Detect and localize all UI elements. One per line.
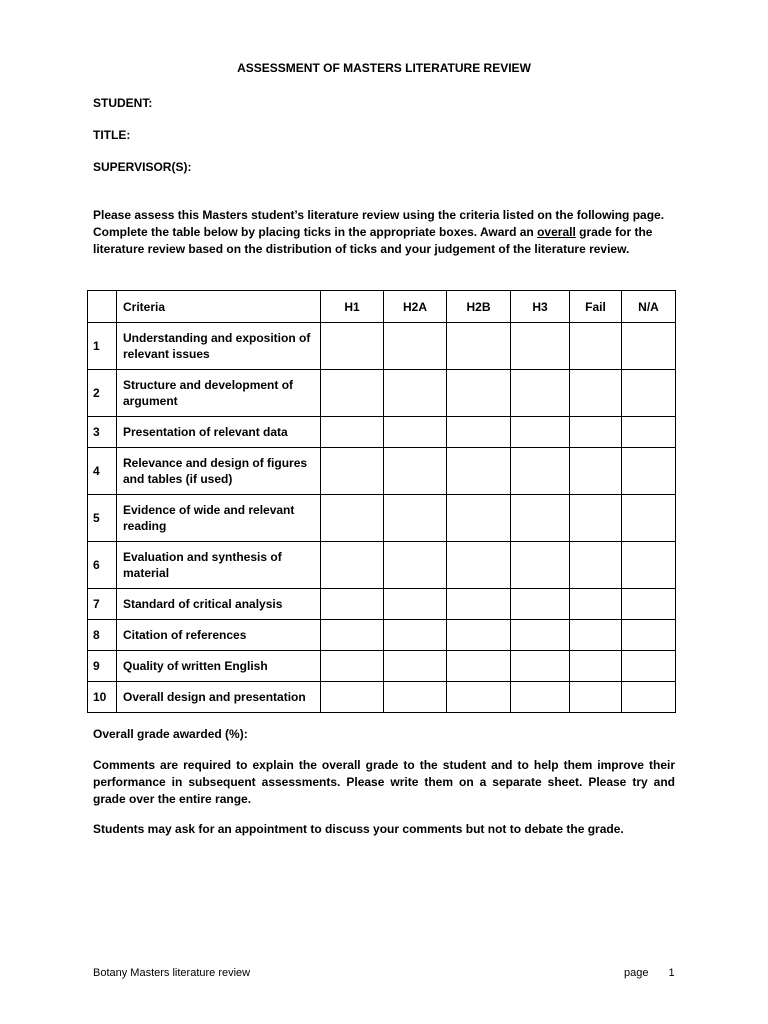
grade-cell-h3[interactable] <box>511 620 570 651</box>
grade-cell-na[interactable] <box>622 495 676 542</box>
row-number: 1 <box>88 323 117 370</box>
grade-cell-fail[interactable] <box>570 448 622 495</box>
grade-cell-na[interactable] <box>622 370 676 417</box>
instructions-text-end: grade for the literature review based on the distribution of ticks and your judgement of the literature review. <box>93 225 653 256</box>
grade-cell-h1[interactable] <box>321 495 384 542</box>
row-number: 5 <box>88 495 117 542</box>
grade-cell-h3[interactable] <box>511 417 570 448</box>
criteria-cell: Evaluation and synthesis of material <box>117 542 321 589</box>
criteria-cell: Standard of critical analysis <box>117 589 321 620</box>
grade-cell-h1[interactable] <box>321 620 384 651</box>
row-number: 9 <box>88 651 117 682</box>
document-title: ASSESSMENT OF MASTERS LITERATURE REVIEW <box>237 61 531 75</box>
grade-cell-h2b[interactable] <box>447 417 511 448</box>
column-header-h2a: H2A <box>384 291 447 323</box>
table-row <box>88 417 676 448</box>
appointment-paragraph: Students may ask for an appointment to discuss your comments but not to debate the grade. <box>93 822 624 836</box>
table-row <box>88 448 676 495</box>
grade-cell-fail[interactable] <box>570 682 622 713</box>
footer-page-label: page <box>624 967 649 979</box>
comments-paragraph: Comments are required to explain the overall grade to the student and to help them improve their performance in subsequent assessments. Please write them on a separate sheet. Please try and grade over the entire range. <box>93 758 675 806</box>
supervisor-label: SUPERVISOR(S): <box>93 160 192 174</box>
overall-grade-label: Overall grade awarded (%): <box>93 727 248 741</box>
grade-cell-h1[interactable] <box>321 542 384 589</box>
row-number: 7 <box>88 589 117 620</box>
grade-cell-h3[interactable] <box>511 495 570 542</box>
criteria-cell: Relevance and design of figures and tables (if used) <box>117 448 321 495</box>
grade-cell-h3[interactable] <box>511 370 570 417</box>
footer-document-name: Botany Masters literature review <box>93 967 251 979</box>
grade-cell-na[interactable] <box>622 651 676 682</box>
grade-cell-h2a[interactable] <box>384 620 447 651</box>
criteria-cell: Quality of written English <box>117 651 321 682</box>
grade-cell-h2b[interactable] <box>447 370 511 417</box>
grade-cell-h2a[interactable] <box>384 495 447 542</box>
grade-cell-fail[interactable] <box>570 542 622 589</box>
footer-page <box>624 967 675 979</box>
column-header-number <box>88 291 117 323</box>
grade-cell-h1[interactable] <box>321 417 384 448</box>
criteria-cell: Presentation of relevant data <box>117 417 321 448</box>
grade-cell-h2a[interactable] <box>384 651 447 682</box>
assessment-table <box>87 290 676 713</box>
grade-cell-h2a[interactable] <box>384 417 447 448</box>
table-row <box>88 495 676 542</box>
grade-cell-h2b[interactable] <box>447 542 511 589</box>
criteria-cell: Understanding and exposition of relevant issues <box>117 323 321 370</box>
grade-cell-na[interactable] <box>622 589 676 620</box>
grade-cell-h3[interactable] <box>511 323 570 370</box>
column-header-h1: H1 <box>321 291 384 323</box>
grade-cell-h3[interactable] <box>511 589 570 620</box>
grade-cell-h3[interactable] <box>511 651 570 682</box>
row-number: 10 <box>88 682 117 713</box>
grade-cell-fail[interactable] <box>570 651 622 682</box>
row-number: 2 <box>88 370 117 417</box>
grade-cell-na[interactable] <box>622 417 676 448</box>
table-row <box>88 651 676 682</box>
table-row <box>88 589 676 620</box>
grade-cell-h3[interactable] <box>511 448 570 495</box>
column-header-h3: H3 <box>511 291 570 323</box>
column-header-fail: Fail <box>570 291 622 323</box>
grade-cell-h2b[interactable] <box>447 651 511 682</box>
grade-cell-h3[interactable] <box>511 542 570 589</box>
grade-cell-h1[interactable] <box>321 370 384 417</box>
table-row <box>88 370 676 417</box>
criteria-cell: Citation of references <box>117 620 321 651</box>
criteria-cell: Evidence of wide and relevant reading <box>117 495 321 542</box>
footer-page-number: 1 <box>668 967 675 979</box>
column-header-criteria: Criteria <box>117 291 321 323</box>
grade-cell-h2b[interactable] <box>447 589 511 620</box>
grade-cell-h1[interactable] <box>321 323 384 370</box>
column-header-h2b: H2B <box>447 291 511 323</box>
grade-cell-fail[interactable] <box>570 370 622 417</box>
grade-cell-h2b[interactable] <box>447 682 511 713</box>
instructions-text-start: Please assess this Masters student’s literature review using the criteria listed on the following page. Complete the table below by placing ticks in the appropriate boxes. Award an <box>93 208 665 239</box>
table-row <box>88 323 676 370</box>
grade-cell-fail[interactable] <box>570 589 622 620</box>
grade-cell-fail[interactable] <box>570 620 622 651</box>
grade-cell-h1[interactable] <box>321 448 384 495</box>
grade-cell-na[interactable] <box>622 620 676 651</box>
grade-cell-h1[interactable] <box>321 682 384 713</box>
student-label: STUDENT: <box>93 96 153 110</box>
grade-cell-h2b[interactable] <box>447 495 511 542</box>
grade-cell-h2a[interactable] <box>384 682 447 713</box>
grade-cell-h2b[interactable] <box>447 620 511 651</box>
instructions-paragraph <box>93 207 677 258</box>
grade-cell-h2a[interactable] <box>384 589 447 620</box>
grade-cell-h1[interactable] <box>321 651 384 682</box>
grade-cell-h3[interactable] <box>511 682 570 713</box>
grade-cell-h2a[interactable] <box>384 448 447 495</box>
grade-cell-fail[interactable] <box>570 323 622 370</box>
grade-cell-h2a[interactable] <box>384 542 447 589</box>
grade-cell-na[interactable] <box>622 542 676 589</box>
title-label: TITLE: <box>93 128 131 142</box>
instructions-emphasis: overall <box>537 225 576 239</box>
grade-cell-h2a[interactable] <box>384 323 447 370</box>
table-header-row <box>88 291 676 323</box>
grade-cell-fail[interactable] <box>570 417 622 448</box>
row-number: 6 <box>88 542 117 589</box>
table-row <box>88 682 676 713</box>
grade-cell-na[interactable] <box>622 682 676 713</box>
table-row <box>88 620 676 651</box>
grade-cell-h2a[interactable] <box>384 370 447 417</box>
row-number: 4 <box>88 448 117 495</box>
grade-cell-h1[interactable] <box>321 589 384 620</box>
grade-cell-na[interactable] <box>622 323 676 370</box>
grade-cell-h2b[interactable] <box>447 323 511 370</box>
criteria-cell: Overall design and presentation <box>117 682 321 713</box>
grade-cell-fail[interactable] <box>570 495 622 542</box>
grade-cell-na[interactable] <box>622 448 676 495</box>
row-number: 8 <box>88 620 117 651</box>
column-header-na: N/A <box>622 291 676 323</box>
row-number: 3 <box>88 417 117 448</box>
table-row <box>88 542 676 589</box>
criteria-cell: Structure and development of argument <box>117 370 321 417</box>
grade-cell-h2b[interactable] <box>447 448 511 495</box>
